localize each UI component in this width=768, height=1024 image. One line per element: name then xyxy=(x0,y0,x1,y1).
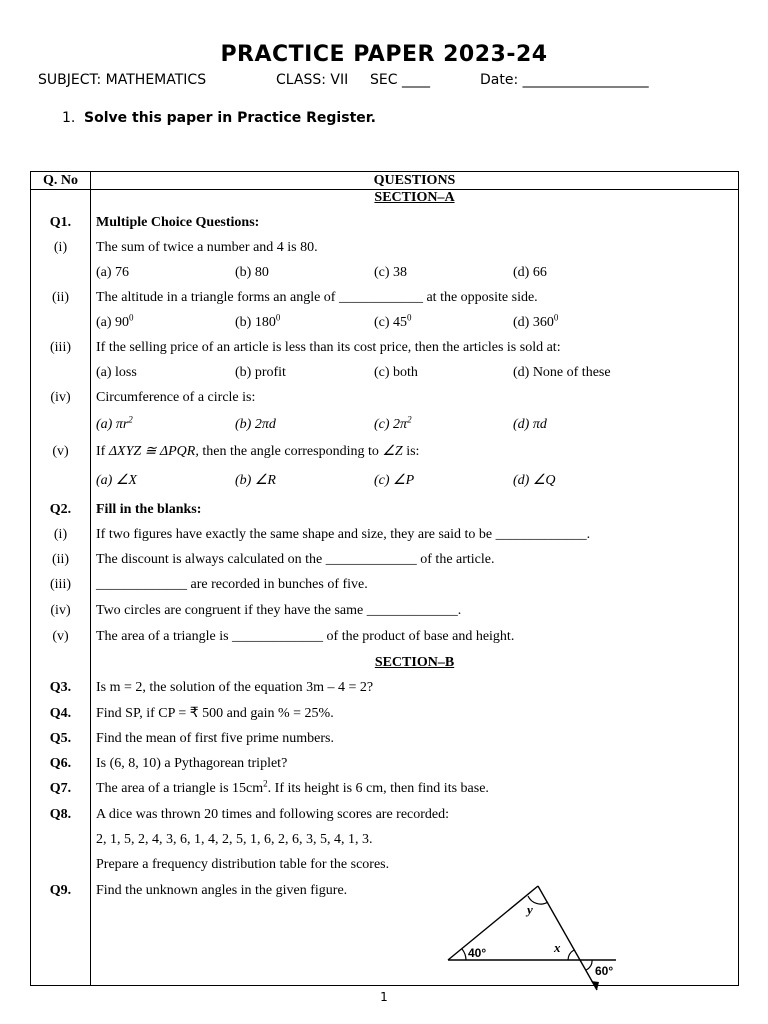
question-row xyxy=(31,754,738,774)
triangle-side-right-extended xyxy=(538,886,597,990)
option-d: (d) None of these xyxy=(513,365,611,380)
item-text: The discount is always calculated on the _____________ of the article. xyxy=(96,552,495,567)
option-d: (d) πd xyxy=(513,417,547,432)
option-c: (c) both xyxy=(374,365,418,380)
question-row xyxy=(31,881,738,901)
option-c: (c) $2\pi^2$ xyxy=(374,414,412,432)
angle-label-y: y xyxy=(527,902,533,917)
item-text: If two figures have exactly the same shape and size, they are said to be _____________. xyxy=(96,527,591,542)
item-number: (ii) xyxy=(51,290,70,305)
question-number: Q7. xyxy=(49,781,72,796)
mcq-options xyxy=(31,471,738,491)
instruction-1 xyxy=(62,110,376,126)
item-text: If the selling price of an article is less than its cost price, then the articles is sold at: xyxy=(96,340,561,355)
mcq-item xyxy=(31,338,738,358)
question-row xyxy=(31,729,738,749)
angle-label-x: x xyxy=(554,940,561,955)
item-text: Circumference of a circle is: xyxy=(96,390,256,405)
question-text-line2: 2, 1, 5, 2, 4, 3, 6, 1, 4, 2, 5, 1, 6, 2, 6, 3, 5, 4, 1, 3. xyxy=(96,832,373,847)
question-row xyxy=(31,779,738,799)
item-text: If ΔXYZ ≅ ΔPQR, then the angle corresponding to ∠Z is: xyxy=(96,444,420,459)
mcq-item xyxy=(31,238,738,258)
item-number: (ii) xyxy=(51,552,70,567)
question-number: Q4. xyxy=(49,706,72,721)
date-label: Date: __________________ xyxy=(480,72,649,88)
blank-item xyxy=(31,601,738,621)
option-a: (a) 76 xyxy=(96,265,130,280)
item-number: (v) xyxy=(52,629,69,644)
instruction-number: 1. xyxy=(62,110,76,126)
question-heading: Multiple Choice Questions: xyxy=(96,215,260,230)
angle-arc-x xyxy=(568,950,574,960)
question-row xyxy=(31,678,738,698)
subject-line xyxy=(38,72,738,90)
item-text: The area of a triangle is _____________ of the product of base and height. xyxy=(96,629,515,644)
item-text: _____________ are recorded in bunches of five. xyxy=(96,577,368,592)
mcq-options xyxy=(31,363,738,383)
item-number: (i) xyxy=(53,240,68,255)
subject-label: SUBJECT: MATHEMATICS xyxy=(38,72,207,88)
item-number: (v) xyxy=(52,444,69,459)
angle-label-60: 60° xyxy=(595,964,614,978)
option-b: (b) $180^0$ xyxy=(235,312,281,330)
option-b: (b) ∠R xyxy=(235,473,276,488)
triangle-figure xyxy=(440,878,620,996)
blank-item xyxy=(31,627,738,647)
question-line xyxy=(31,855,738,875)
question-row xyxy=(31,213,738,233)
header-questions: QUESTIONS xyxy=(373,173,456,188)
option-d: (d) 66 xyxy=(513,265,547,280)
item-number: (i) xyxy=(53,527,68,542)
item-text: The sum of twice a number and 4 is 80. xyxy=(96,240,318,255)
mcq-item xyxy=(31,442,738,462)
instruction-text: Solve this paper in Practice Register. xyxy=(84,110,376,126)
questions-table xyxy=(30,171,739,986)
option-d: (d) $360^0$ xyxy=(513,312,559,330)
angle-label-40: 40° xyxy=(468,946,487,960)
question-number: Q5. xyxy=(49,731,72,746)
question-text: Is (6, 8, 10) a Pythagorean triplet? xyxy=(96,756,288,771)
option-a: (a) loss xyxy=(96,365,137,380)
question-number: Q2. xyxy=(49,502,72,517)
mcq-item xyxy=(31,388,738,408)
question-number: Q1. xyxy=(49,215,72,230)
item-number: (iii) xyxy=(50,340,71,355)
option-d: (d) ∠Q xyxy=(513,473,556,488)
option-a: (a) $\pi r^2$ xyxy=(96,414,133,432)
blank-item xyxy=(31,525,738,545)
angle-arc-60 xyxy=(586,960,592,970)
question-text: Find the mean of first five prime numbers. xyxy=(96,731,334,746)
mcq-options xyxy=(31,415,738,435)
mcq-options xyxy=(31,313,738,333)
option-b: (b) 2πd xyxy=(235,417,276,432)
mcq-options xyxy=(31,263,738,283)
item-text: Two circles are congruent if they have the same _____________. xyxy=(96,603,462,618)
option-a: (a) ∠X xyxy=(96,473,137,488)
question-row xyxy=(31,500,738,520)
question-text: A dice was thrown 20 times and following scores are recorded: xyxy=(96,807,450,822)
item-number: (iii) xyxy=(50,577,71,592)
header-qno: Q. No xyxy=(43,173,78,188)
option-c: (c) $45^0$ xyxy=(374,312,412,330)
option-c: (c) ∠P xyxy=(374,473,415,488)
question-number: Q9. xyxy=(49,883,72,898)
page-title: PRACTICE PAPER 2023-24 xyxy=(220,42,548,67)
item-number: (iv) xyxy=(50,390,71,405)
option-a: (a) $90^0$ xyxy=(96,312,134,330)
question-text: Find the unknown angles in the given figure. xyxy=(96,883,348,898)
mcq-item xyxy=(31,288,738,308)
item-number: (iv) xyxy=(50,603,71,618)
blank-item xyxy=(31,575,738,595)
question-text: Is m = 2, the solution of the equation 3m – 4 = 2? xyxy=(96,680,374,695)
question-number: Q6. xyxy=(49,756,72,771)
question-number: Q3. xyxy=(49,680,72,695)
option-b: (b) profit xyxy=(235,365,286,380)
question-row xyxy=(31,704,738,724)
question-text-line3: Prepare a frequency distribution table for the scores. xyxy=(96,857,390,872)
question-text: The area of a triangle is $15cm^2$. If its height is 6 cm, then find its base. xyxy=(96,778,489,796)
question-heading: Fill in the blanks: xyxy=(96,502,202,517)
section-label: SEC ____ xyxy=(370,72,430,88)
option-b: (b) 80 xyxy=(235,265,269,280)
question-line xyxy=(31,830,738,850)
item-text: The altitude in a triangle forms an angle of ____________ at the opposite side. xyxy=(96,290,538,305)
arrow-head-icon xyxy=(591,981,599,990)
angle-arc-40 xyxy=(462,949,466,960)
question-number: Q8. xyxy=(49,807,72,822)
page-number: 1 xyxy=(380,990,388,1004)
section-a-heading: SECTION–A xyxy=(374,190,455,205)
blank-item xyxy=(31,550,738,570)
triangle-side-left xyxy=(448,886,538,960)
question-row xyxy=(31,805,738,825)
section-b-heading: SECTION–B xyxy=(374,655,455,670)
class-label: CLASS: VII xyxy=(276,72,349,88)
question-text: Find SP, if CP = ₹ 500 and gain % = 25%. xyxy=(96,706,334,721)
option-c: (c) 38 xyxy=(374,265,408,280)
